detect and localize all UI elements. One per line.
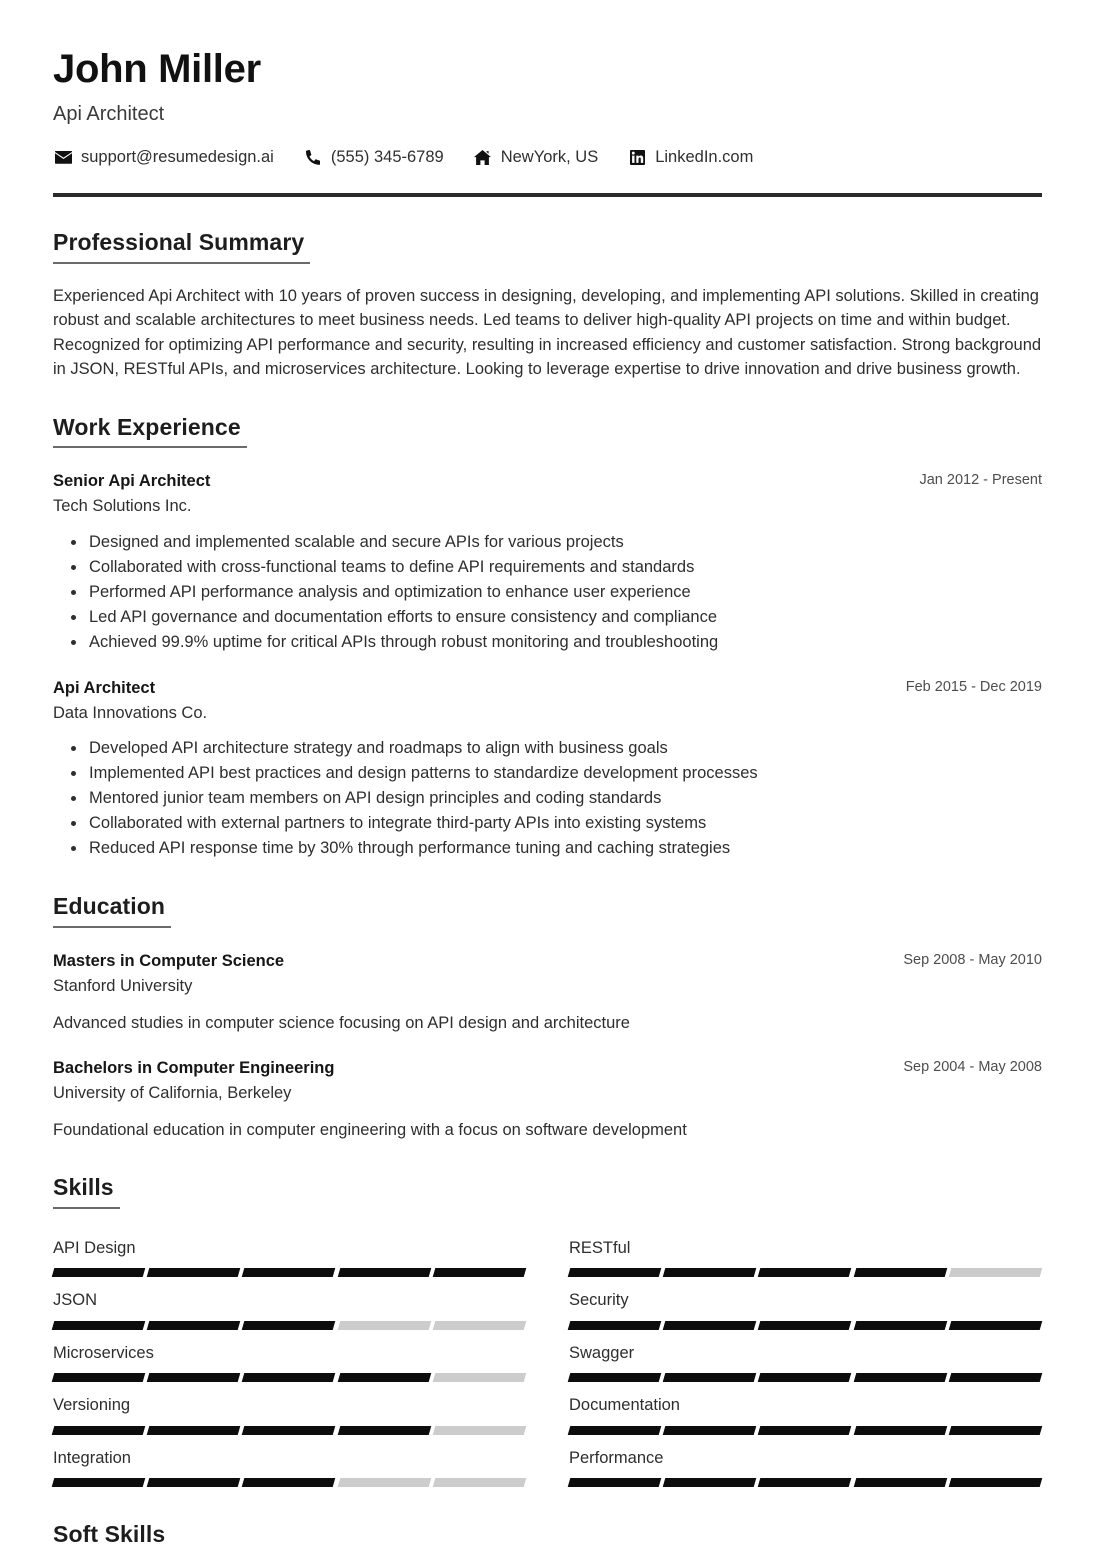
skill-rating-segment — [52, 1268, 146, 1277]
header-job-title: Api Architect — [53, 103, 165, 125]
entry-header — [53, 470, 1042, 518]
skill-rating-segment — [568, 1321, 662, 1330]
section-soft-skills — [53, 1521, 1042, 1556]
list-item: Led API governance and documentation efforts to ensure consistency and compliance — [89, 605, 1042, 630]
list-item: Performed API performance analysis and optimization to enhance user experience — [89, 580, 1042, 605]
skill-rating-segment — [337, 1321, 431, 1330]
section-underline — [53, 1207, 120, 1209]
skill-item — [569, 1435, 1041, 1487]
section-heading-wrap — [53, 229, 304, 264]
skill-item — [569, 1277, 1041, 1329]
entry — [53, 950, 1042, 1035]
skill-rating-segment — [758, 1478, 852, 1487]
section-underline — [53, 446, 247, 448]
entry-left — [53, 677, 882, 725]
entry-description: Advanced studies in computer science focusing on API design and architecture — [53, 1013, 630, 1032]
skill-rating-bar — [53, 1321, 525, 1330]
page-title: John Miller — [53, 47, 261, 91]
skill-rating-segment — [853, 1426, 947, 1435]
skill-rating-bar — [53, 1478, 525, 1487]
skill-rating-segment — [949, 1321, 1043, 1330]
contact-location[interactable] — [473, 148, 599, 167]
phone-icon — [303, 150, 323, 166]
skill-rating-segment — [52, 1426, 146, 1435]
entry-organization: Data Innovations Co. — [53, 703, 208, 722]
entry-role: Senior Api Architect — [53, 472, 211, 491]
education-list — [53, 950, 1042, 1143]
list-item: Mentored junior team members on API design principles and coding standards — [89, 786, 1042, 811]
contact-location-label: NewYork, US — [500, 148, 599, 166]
entry-role: Masters in Computer Science — [53, 951, 285, 970]
skill-rating-bar — [53, 1268, 525, 1277]
skill-rating-segment — [568, 1268, 662, 1277]
entry — [53, 470, 1042, 654]
entry-header — [53, 950, 1042, 998]
skill-rating-segment — [433, 1426, 527, 1435]
skill-item — [569, 1330, 1041, 1382]
skill-rating-bar — [569, 1268, 1041, 1277]
contact-linkedin-label: LinkedIn.com — [655, 148, 754, 166]
contact-linkedin[interactable] — [627, 148, 753, 167]
summary-text: Experienced Api Architect with 10 years of proven success in designing, developing, and implementing API solutions. Skilled in creating robust and scalable architectures to meet business needs. Led teams to deliver high-quality API projects on time and within budget. Recognized for optimizing API performance and security, resulting in increased efficiency and customer satisfaction. Strong background in JSON, RESTful APIs, and microservices architecture. Looking to leverage expertise to drive innovation and drive business growth. — [53, 286, 1042, 379]
section-professional-summary — [53, 229, 1042, 382]
skill-rating-segment — [337, 1268, 431, 1277]
list-item: Reduced API response time by 30% through performance tuning and caching strategies — [89, 836, 1042, 861]
skill-rating-segment — [758, 1321, 852, 1330]
skill-rating-segment — [663, 1478, 757, 1487]
skill-rating-segment — [663, 1268, 757, 1277]
section-work-experience — [53, 414, 1042, 861]
skill-rating-segment — [663, 1373, 757, 1382]
skill-rating-segment — [337, 1373, 431, 1382]
skill-rating-segment — [433, 1373, 527, 1382]
entry-description: Foundational education in computer engineering with a focus on software development — [53, 1121, 687, 1140]
skill-rating-segment — [52, 1321, 146, 1330]
entry-role: Bachelors in Computer Engineering — [53, 1058, 335, 1077]
section-underline — [53, 926, 171, 928]
skill-item — [53, 1330, 525, 1382]
entry-organization: Tech Solutions Inc. — [53, 497, 192, 516]
entry-organization: Stanford University — [53, 976, 193, 995]
skill-rating-bar — [569, 1373, 1041, 1382]
section-education — [53, 893, 1042, 1142]
skill-name: Versioning — [53, 1396, 131, 1415]
entry-left — [53, 950, 879, 998]
contact-row — [53, 148, 1042, 167]
skill-rating-segment — [242, 1321, 336, 1330]
skill-rating-segment — [853, 1268, 947, 1277]
list-item: Collaborated with cross-functional teams to define API requirements and standards — [89, 555, 1042, 580]
skill-rating-segment — [337, 1478, 431, 1487]
section-title-work-experience: Work Experience — [53, 413, 241, 440]
entry — [53, 677, 1042, 861]
section-skills — [53, 1174, 1042, 1487]
section-heading-wrap — [53, 414, 241, 449]
skill-rating-segment — [758, 1373, 852, 1382]
list-item: Developed API architecture strategy and roadmaps to align with business goals — [89, 736, 1042, 761]
entry — [53, 1057, 1042, 1142]
section-title-soft-skills: Soft Skills — [53, 1521, 166, 1547]
entry-role: Api Architect — [53, 678, 156, 697]
contact-email-label: support@resumedesign.ai — [81, 148, 274, 166]
skill-item — [53, 1435, 525, 1487]
list-item: Collaborated with external partners to integrate third-party APIs into existing systems — [89, 811, 1042, 836]
entry-date: Sep 2008 - May 2010 — [903, 951, 1042, 968]
entry-date: Jan 2012 - Present — [919, 472, 1042, 489]
skill-name: Swagger — [569, 1343, 635, 1362]
skill-rating-segment — [242, 1478, 336, 1487]
resume-header — [53, 46, 1042, 167]
skill-name: API Design — [53, 1238, 136, 1257]
entry-left — [53, 470, 895, 518]
skill-rating-segment — [949, 1268, 1043, 1277]
entry-header — [53, 677, 1042, 725]
skill-rating-segment — [949, 1426, 1043, 1435]
skill-rating-segment — [147, 1321, 241, 1330]
skill-rating-bar — [569, 1321, 1041, 1330]
skill-rating-segment — [337, 1426, 431, 1435]
contact-phone-label: (555) 345-6789 — [330, 148, 444, 166]
section-heading-wrap — [53, 1174, 114, 1209]
skill-rating-segment — [568, 1478, 662, 1487]
skill-rating-segment — [433, 1478, 527, 1487]
skill-rating-segment — [568, 1426, 662, 1435]
skill-rating-segment — [758, 1268, 852, 1277]
section-title-education: Education — [53, 892, 166, 919]
skill-rating-segment — [853, 1373, 947, 1382]
skill-name: Performance — [569, 1448, 664, 1467]
list-item: Achieved 99.9% uptime for critical APIs through robust monitoring and troubleshooting — [89, 630, 1042, 655]
skill-rating-segment — [147, 1478, 241, 1487]
entry-header — [53, 1057, 1042, 1105]
list-item: Designed and implemented scalable and secure APIs for various projects — [89, 530, 1042, 555]
skill-name: JSON — [53, 1291, 98, 1310]
section-heading-wrap — [53, 893, 165, 928]
entry-date: Feb 2015 - Dec 2019 — [905, 678, 1042, 695]
skill-rating-bar — [569, 1426, 1041, 1435]
section-underline — [53, 262, 310, 264]
skill-rating-segment — [52, 1478, 146, 1487]
skill-rating-bar — [569, 1478, 1041, 1487]
skill-rating-segment — [147, 1426, 241, 1435]
skill-rating-segment — [568, 1373, 662, 1382]
skill-rating-bar — [53, 1373, 525, 1382]
linkedin-icon — [627, 150, 647, 166]
skill-rating-segment — [242, 1268, 336, 1277]
skill-item — [569, 1382, 1041, 1434]
entry-organization: University of California, Berkeley — [53, 1084, 292, 1103]
envelope-icon — [53, 150, 73, 166]
entry-left — [53, 1057, 879, 1105]
skill-item — [53, 1382, 525, 1434]
skill-item — [569, 1225, 1041, 1277]
contact-phone[interactable] — [303, 148, 444, 167]
skill-name: Integration — [53, 1448, 131, 1467]
skill-rating-segment — [147, 1268, 241, 1277]
skill-rating-segment — [663, 1426, 757, 1435]
skill-name: Security — [569, 1291, 629, 1310]
skill-rating-segment — [52, 1373, 146, 1382]
entry-date: Sep 2004 - May 2008 — [903, 1058, 1042, 1075]
list-item: Implemented API best practices and design patterns to standardize development processes — [89, 761, 1042, 786]
skill-name: Microservices — [53, 1343, 154, 1362]
skill-rating-segment — [663, 1321, 757, 1330]
skill-rating-segment — [433, 1321, 527, 1330]
skill-rating-segment — [433, 1268, 527, 1277]
header-divider — [53, 193, 1042, 197]
section-title-skills: Skills — [53, 1174, 114, 1201]
skill-rating-segment — [758, 1426, 852, 1435]
home-icon — [473, 150, 493, 166]
skill-rating-segment — [242, 1426, 336, 1435]
skill-name: Documentation — [569, 1396, 680, 1415]
skill-rating-segment — [949, 1478, 1043, 1487]
skill-rating-segment — [949, 1373, 1043, 1382]
skill-rating-segment — [147, 1373, 241, 1382]
skill-rating-segment — [853, 1321, 947, 1330]
skill-rating-bar — [53, 1426, 525, 1435]
skills-grid — [53, 1225, 1042, 1487]
entry-bullet-list — [53, 736, 1042, 861]
skill-item — [53, 1225, 525, 1277]
entry-bullet-list — [53, 530, 1042, 655]
skill-item — [53, 1277, 525, 1329]
skill-name: RESTful — [569, 1238, 631, 1257]
skill-rating-segment — [242, 1373, 336, 1382]
skill-rating-segment — [853, 1478, 947, 1487]
contact-email[interactable] — [53, 148, 274, 167]
section-title-summary: Professional Summary — [53, 229, 305, 255]
section-heading-wrap — [53, 1521, 165, 1556]
work-experience-list — [53, 470, 1042, 861]
